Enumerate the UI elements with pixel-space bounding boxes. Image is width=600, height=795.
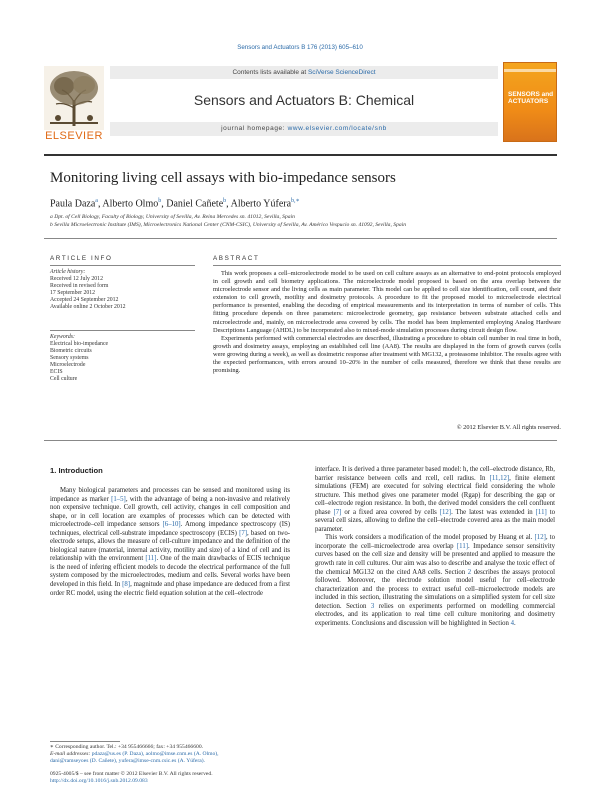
journal-title: Sensors and Actuators B: Chemical [193,92,415,108]
text-run: describes the assays protocol followed. Moreover, the electrode solution model useful for cell–electrode characterization and the process to extract useful cell–microelectrode models are included in this section, illustrating the simulations on a simplified system for cell size detection. Section [315,568,555,610]
citation-link[interactable]: [11] [535,508,547,516]
publisher-name: ELSEVIER [45,130,103,142]
history-line: Received in revised form [50,283,109,289]
author-name[interactable]: Alberto Yúfera [230,198,292,210]
text-run: , to incorporate the cell–microelectrode area overlap [315,534,555,550]
keyword-item: Electrical bio-impedance [50,341,109,347]
text-run: . One of the main drawbacks of ECIS technique is the need of infering efficient models to decode the electrical performance of the full system composed by the microelectrodes, medium and cells. Several works have been developed in this field. In [50,555,290,589]
abstract-label: ABSTRACT [213,255,260,262]
text-run: , based on two-electrode setups, allows the measure of cell-culture impedance and the definition of the biological nature (material, internal activity, motility and size) of a kind of cell and its relationship with the environment [50,529,290,563]
author-list: Paula Daza$^a$, Alberto Olmo$^b$, Daniel Cañete$^b$, Alberto Yúfera$^{b,∗}$ [50,198,300,210]
text-run: , magnitude and phase impedance are deduced from a first order RC model, using the electric field equation solution at the cell–electrode [50,581,291,597]
copyright-notice: © 2012 Elsevier B.V. All rights reserved. [456,424,561,431]
text-run: , finite element simulations (FEM) are executed for solving electrical field considering the whole structure. This method gives one parameter model (Rgap) for describing the gap or cell–electrode region resistance. In both, the derived model considers the cell confluent phase [315,474,555,516]
text-run: . The latest was extended in [451,508,536,516]
abstract-rule [213,265,561,266]
paper-title: Monitoring living cell assays with bio-impedance sensors [50,170,396,186]
article-info-rule [50,265,195,266]
keyword-item: Microelectrode [50,362,86,368]
citation-link[interactable]: [1–5] [111,495,126,503]
tree-icon [44,66,104,130]
intro-paragraph [315,534,555,628]
author-affil-mark: b [158,198,162,204]
text-run: relies on experiments performed on modelling commercial electrodes, and its application to real time cell culture monitoring and dosimetry experiments. Conclusions and discussion will be highlighted in Section [315,602,555,627]
publication-notes [50,771,290,785]
homepage-bar [110,122,498,136]
citation-link[interactable]: [7] [333,508,342,516]
history-line: Accepted 24 September 2012 [50,297,119,303]
text-run: Many biological parameters and processes can be sensed and monitored using its impedance as marker [50,487,290,503]
history-line: Received 12 July 2012 [50,276,103,282]
contents-prefix: Contents lists available at [232,69,308,76]
author-affil-mark: a [95,198,98,204]
citation-link[interactable]: [11] [456,542,468,550]
keyword-item: Cell culture [50,376,78,382]
intro-paragraph [50,487,290,598]
history-line: Available online 2 October 2012 [50,304,126,310]
author-affil-mark: b [223,198,227,204]
citation-link[interactable]: [6–10] [162,521,181,529]
keyword-item: Sensory systems [50,355,89,361]
journal-reference: Sensors and Actuators B 176 (2013) 605–610 [237,44,363,51]
email-note [50,751,290,758]
author-name[interactable]: Daniel Cañete [166,198,224,210]
article-info-label: ARTICLE INFO [50,255,113,262]
section-link[interactable]: 2 [467,568,472,576]
text-run: . Among impedance spectroscopy (IS) techniques, electrical cell-substrate impedance spectroscopy (ECIS) [50,521,290,537]
abstract-paragraph: This work proposes a cell–microelectrode model to be used on cell culture assays as an alternative to end-point protocols employed in cell growth and cell biometry applications. The microelectrode model proposed is based on the area overlap between the microelectrode sensor and the living cells as main parameter. This model can be applied to cell size identification, cell count, and their extension to cell growth, motility and dosimetry protocols. A procedure to fit the proposed model to microelectrode electrical performance is presented, enabling the decoding of empirical measurements and its interpretation in terms of number of cells. This fitting procedure depends on three parameters: microelectrode geometry, gap resistance between substrate attached cells and microelectrode and, mainly, on microelectrode area covered by cells. The model has been implemented employing Analog Hardware Descriptions Language (AHDL) to be incorporated also to mixed-mode simulation processes during circuit design flow. [213,270,561,334]
keywords-rule [50,330,195,331]
text-run: interface. It is derived a three parameter based model: h, the cell–electrode distance, Rb, barrier resistance between cells and rcell, cell radius. In [315,466,555,482]
email-links-continued[interactable]: dani@ramseyoes (D. Cañete), yufera@imse-cnm.csic.es (A. Yúfera). [50,758,206,764]
section-link[interactable]: 4 [510,619,514,627]
text-run: or a fixed area covered by cells [341,508,440,516]
journal-cover [503,62,557,142]
email-links[interactable]: pdaza@us.es (P. Daza), aolmo@imse.cnm.es (A. Olmo), [91,751,219,757]
abstract-bottom-rule [44,440,557,441]
doi-link[interactable]: http://dx.doi.org/10.1016/j.snb.2012.09.083 [50,778,148,784]
corresponding-author-note: ∗ Corresponding author. Tel.: +34 955466666; fax: +34 955466600. [50,744,204,750]
masthead-rule [44,154,557,156]
section-link[interactable]: 3 [370,602,375,610]
footnote-rule [50,741,120,742]
affiliation-b: b Sevilla Microelectronic Institute (IMS), Microelectronics National Center (CNM-CSIC), University of Sevilla, Av. Américo Vespucio sn. 41092, Sevilla, Spain [50,222,407,228]
intro-right-column [315,466,555,628]
email-heading: E-mail addresses: [50,751,92,757]
keyword-item: Biometric circuits [50,348,92,354]
abstract-body [213,270,561,375]
affiliation-a: a Dpt. of Cell Biology, Faculty of Biology, University of Sevilla, Av. Reina Mercedes sn. 41012, Sevilla, Spain [50,214,295,220]
text-run: This work considers a modification of the model proposed by Huang et al. [325,534,535,542]
text-run: , with the advantage of being a non-invasive and relatively non expensive technique. Cell growth, cell activity, changes in cell composition and shape, or in cell location are examples of processes which can be detected with microelectrode–cell impedance sensors [50,495,290,529]
homepage-prefix: journal homepage: [221,125,288,132]
citation-link[interactable]: [7] [239,529,248,537]
sciencedirect-link[interactable]: SciVerse ScienceDirect [307,69,376,76]
citation-link[interactable]: [11,12] [489,474,510,482]
citation-link[interactable]: [11] [145,555,157,563]
issn-note: 0925-4005/$ – see front matter © 2012 Elsevier B.V. All rights reserved. [50,771,213,777]
text-run: . Impedance sensor sensitivity curves based on the cell size and density will be presented and applied to measure the growth rate in cell cultures. Our aim was also to describe and analyse the toxic effect of the chemical MG132 on the cited AA8 cells. Section [315,542,555,576]
cover-title: SENSORS and ACTUATORS [508,91,554,105]
author-affil-mark: b,∗ [291,198,300,204]
history-heading: Article history: [50,269,86,275]
text-run: . [514,619,516,627]
footnotes [50,744,290,765]
article-history [50,269,170,311]
author-name[interactable]: Alberto Olmo [102,198,159,210]
cover-strip [504,69,556,72]
homepage-link[interactable]: www.elsevier.com/locate/snb [287,125,387,132]
keywords-heading: Keywords: [50,334,75,340]
citation-link[interactable]: [12] [439,508,452,516]
citation-link[interactable]: [8] [122,581,131,589]
author-name[interactable]: Paula Daza [50,198,96,210]
intro-paragraph [315,466,555,534]
history-line: 17 September 2012 [50,290,96,296]
abstract-paragraph: Experiments performed with commercial electrodes are described, illustrating a procedure to obtain cell number in real time in both, growth and dosimetry assays, employing an established cell line (AA8). The results are displayed in the form of growth curves (cells were growing during a week), as well as dosimetric response after treatment with MG132, a proteasome inhibitor. The results agree with the expected performances, with errors around 10–20% in the number of cells measured, therefore we think that these results are promising. [213,334,561,375]
contents-bar [110,66,498,79]
section-heading-introduction: 1. Introduction [50,466,103,475]
masthead [44,62,557,152]
text-run: to several cell sizes, allowing to define the cell–electrode covered area as the main model parameter. [315,508,555,533]
keyword-item: ECIS [50,369,63,375]
intro-left-column [50,487,290,598]
citation-link[interactable]: [12] [534,534,546,542]
keywords [50,334,170,383]
affiliation-rule [44,238,557,239]
